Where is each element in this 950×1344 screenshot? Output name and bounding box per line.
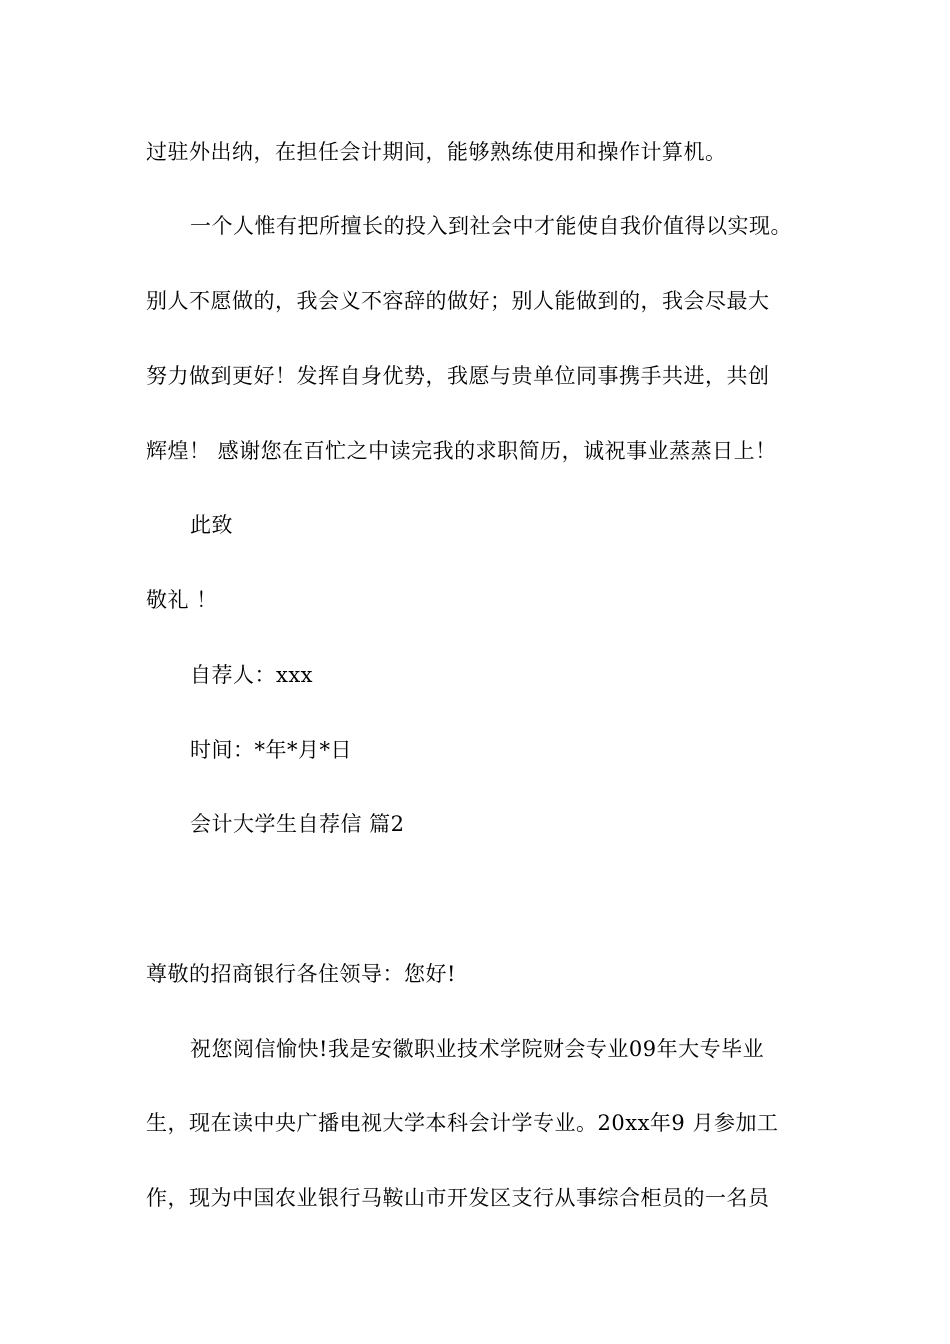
paragraph-line: 生，现在读中央广播电视大学本科会计学专业。20xx年9 月参加工 xyxy=(146,1111,779,1135)
section-heading: 会计大学生自荐信 篇2 xyxy=(190,812,405,836)
closing-salutation: 此致 xyxy=(190,513,233,537)
closing-regards: 敬礼 ！ xyxy=(146,588,218,612)
signature-line: 自荐人：xxx xyxy=(190,663,314,687)
paragraph-line: 作，现为中国农业银行马鞍山市开发区支行从事综合柜员的一名员 xyxy=(146,1186,770,1210)
paragraph-line: 祝您阅信愉快!我是安徽职业技术学院财会专业09年大专毕业 xyxy=(190,1037,765,1061)
greeting-line: 尊敬的招商银行各住领导：您好! xyxy=(146,962,456,986)
paragraph-line: 一个人惟有把所擅长的投入到社会中才能使自我价值得以实现。 xyxy=(190,214,792,238)
paragraph-line: 辉煌！ 感谢您在百忙之中读完我的求职简历，诚祝事业蒸蒸日上！ xyxy=(146,439,777,463)
date-line: 时间：*年*月*日 xyxy=(190,738,352,762)
paragraph-line: 别人不愿做的，我会义不容辞的做好；别人能做到的，我会尽最大 xyxy=(146,289,770,313)
paragraph-line: 过驻外出纳，在担任会计期间，能够熟练使用和操作计算机。 xyxy=(146,140,727,164)
paragraph-line: 努力做到更好！发挥自身优势，我愿与贵单位同事携手共进，共创 xyxy=(146,364,770,388)
